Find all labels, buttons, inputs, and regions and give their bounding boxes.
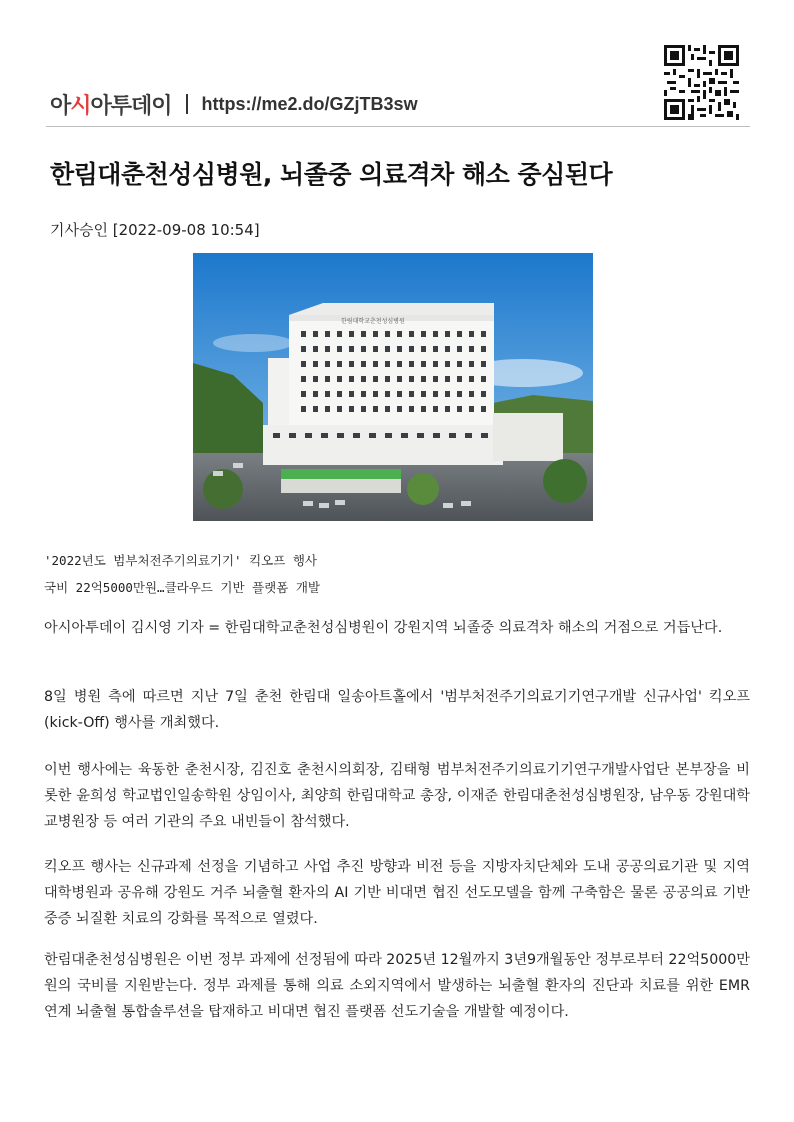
hospital-photo bbox=[193, 253, 593, 521]
subheadline: 국비 22억5000만원…클라우드 기반 플랫폼 개발 bbox=[44, 580, 320, 595]
subheadline: '2022년도 범부처전주기의료기기' 킥오프 행사 bbox=[44, 553, 318, 568]
article-title: 한림대춘천성심병원, 뇌졸중 의료격차 해소 중심된다 bbox=[50, 160, 613, 189]
body-paragraph: 킥오프 행사는 신규과제 선정을 기념하고 사업 추진 방향과 비전 등을 지방자치단체와 도내 공공의료기관 및 지역 대학병원과 공유해 강원도 거주 뇌출혈 환자의 AI 기반 비대면 협진 선도모델을 함께 구축함은 물론 공공의료 기반 중증 뇌질환 치료의 강화를 목적으로 열렸다. bbox=[44, 859, 750, 927]
site-logo[interactable]: 아시아투데이 bbox=[50, 93, 172, 119]
body-paragraph: 아시아투데이 김시영 기자 = 한림대학교춘천성심병원이 강원지역 뇌졸중 의료격차 해소의 거점으로 거듭난다. bbox=[44, 620, 723, 636]
building-sign: 한림대학교춘천성심병원 bbox=[341, 318, 405, 325]
body-paragraph: 한림대춘천성심병원은 이번 정부 과제에 선정됨에 따라 2025년 12월까지 3년9개월동안 정부로부터 22억5000만원의 국비를 지원받는다. 정부 과제를 통해 의료 소외지역에서 발생하는 뇌출혈 환자의 진단과 치료를 위한 EMR 연계 뇌출혈 통합솔루션을 탑재하고 비대면 협진 플랫폼 선도기술을 개발할 예정이다. bbox=[44, 952, 750, 1020]
body-paragraph: 8일 병원 측에 따르면 지난 7일 춘천 한림대 일송아트홀에서 '범부처전주기의료기기연구개발 신규사업' 킥오프(kick-Off) 행사를 개최했다. bbox=[44, 689, 750, 731]
short-url-link[interactable]: https://me2.do/GZjTB3sw bbox=[201, 93, 418, 114]
qr-code-icon bbox=[664, 45, 739, 120]
masthead bbox=[50, 86, 418, 122]
header-divider bbox=[186, 94, 188, 114]
body-paragraph: 이번 행사에는 육동한 춘천시장, 김진호 춘천시의회장, 김태형 범부처전주기의료기기연구개발사업단 본부장을 비롯한 윤희성 학교법인일송학원 상임이사, 최양희 한림대학교 총장, 이재준 한림대춘천성심병원장, 남우동 강원대학교병원장 등 여러 기관의 주요 내빈들이 참석했다. bbox=[44, 762, 750, 830]
approval-timestamp: 기사승인 [2022-09-08 10:54] bbox=[50, 221, 260, 239]
header-rule bbox=[46, 126, 750, 127]
